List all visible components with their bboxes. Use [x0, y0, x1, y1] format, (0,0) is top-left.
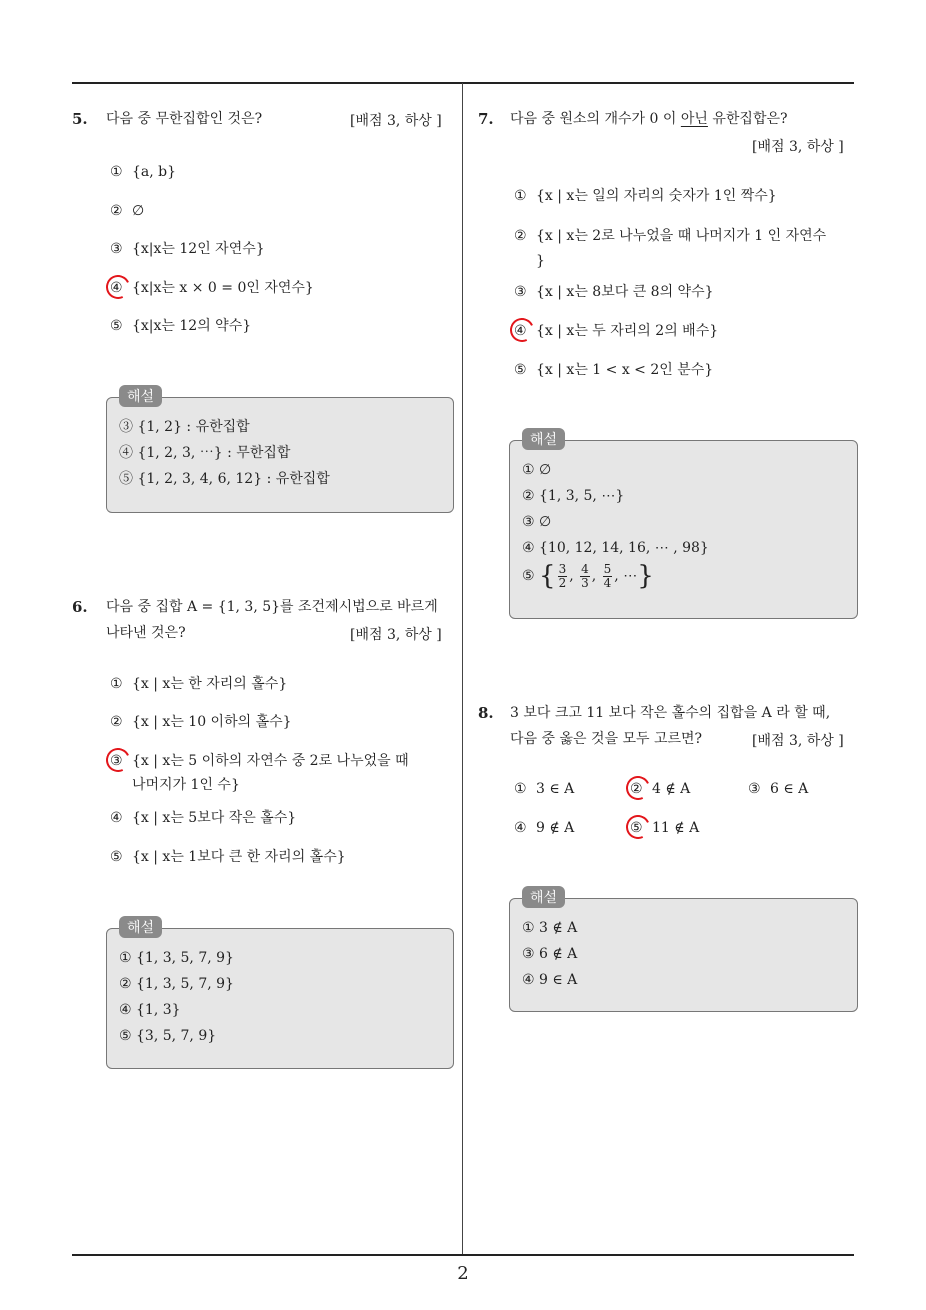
option-mark: ④ [514, 323, 527, 339]
option-mark: ③ [748, 781, 761, 797]
question-text-line-1: 3 보다 크고 11 보다 작은 홀수의 집합을 A 라 할 때, [510, 705, 831, 721]
option-3[interactable] [110, 749, 409, 773]
explanation-line: ② {1, 3, 5, 7, 9} [119, 976, 234, 992]
numerator: 3 [558, 561, 567, 576]
explanation-box [106, 389, 454, 513]
explanation-label: 해설 [522, 886, 565, 908]
explanation-line: ④ {1, 2, 3, ⋯} : 무한집합 [119, 445, 291, 461]
option-mark: ② [110, 203, 123, 219]
option-2[interactable] [630, 777, 690, 801]
denominator: 4 [603, 575, 612, 590]
question-text [510, 106, 788, 132]
option-3[interactable] [110, 237, 265, 261]
option-text: {x|x는 12인 자연수} [132, 241, 265, 257]
option-3[interactable] [514, 280, 714, 304]
option-text: {x | x는 1보다 큰 한 자리의 홀수} [132, 849, 346, 865]
explanation-label: 해설 [522, 428, 565, 450]
option-text: 4 ∉ A [652, 781, 691, 797]
explanation-box [509, 890, 858, 1012]
explanation-line: ③ ∅ [522, 514, 552, 530]
option-2[interactable] [110, 199, 144, 223]
option-text: {a, b} [132, 164, 177, 180]
points-label: [배점 3, 하상 ] [752, 139, 844, 155]
option-text: 11 ∉ A [652, 820, 700, 836]
option-text: 6 ∈ A [770, 781, 809, 797]
option-mark: ④ [514, 820, 527, 836]
explanation-label: 해설 [119, 385, 162, 407]
option-mark: ⑤ [110, 849, 123, 865]
explanation-label: 해설 [119, 916, 162, 938]
option-mark: ③ [110, 753, 123, 769]
option-3-continued [132, 773, 240, 797]
explanation-line: ⑤ {3, 5, 7, 9} [119, 1028, 217, 1044]
question-text-underlined: 아닌 [680, 111, 708, 127]
fraction [603, 563, 613, 590]
explanation-box [106, 920, 454, 1069]
explanation-lines [522, 457, 709, 591]
bottom-rule [72, 1254, 854, 1256]
denominator: 2 [558, 575, 567, 590]
option-mark: ① [110, 164, 123, 180]
option-mark: ③ [110, 241, 123, 257]
question-text-part: 다음 중 원소의 개수가 0 이 [510, 111, 681, 127]
option-mark: ③ [514, 284, 527, 300]
option-1[interactable] [514, 184, 777, 208]
explanation-lines [522, 915, 577, 993]
explanation-lines [119, 945, 234, 1049]
explanation-line: ① ∅ [522, 462, 552, 478]
explanation-line: ① {1, 3, 5, 7, 9} [119, 950, 234, 966]
explanation-box [509, 432, 858, 619]
explanation-line: ③ {1, 2} : 유한집합 [119, 419, 250, 435]
explanation-line: ④ 9 ∈ A [522, 972, 578, 988]
option-text: {x | x는 두 자리의 2의 배수} [536, 323, 719, 339]
option-3[interactable] [748, 777, 808, 801]
option-text: {x | x는 5보다 작은 홀수} [132, 810, 297, 826]
explanation-line: ④ {1, 3} [119, 1002, 181, 1018]
option-5[interactable] [630, 816, 699, 840]
question-text-line-2: 다음 중 옳은 것을 모두 고르면? [510, 731, 703, 747]
option-text: {x | x는 한 자리의 홀수} [132, 676, 288, 692]
points-label: [배점 3, 하상 ] [350, 627, 442, 643]
explanation-line: ④ {10, 12, 14, 16, ⋯ , 98} [522, 540, 709, 556]
option-text: {x|x는 12의 약수} [132, 318, 252, 334]
question-text-line-2: 나타낸 것은? [106, 625, 186, 641]
column-divider [462, 83, 463, 1255]
option-mark: ② [110, 714, 123, 730]
option-mark: ⑤ [514, 362, 527, 378]
explanation-line: ① 3 ∉ A [522, 920, 578, 936]
option-text: 3 ∈ A [536, 781, 575, 797]
option-mark: ① [514, 188, 527, 204]
option-4[interactable] [110, 806, 296, 830]
question-text-line-1: 다음 중 집합 A = {1, 3, 5}를 조건제시법으로 바르게 [106, 599, 438, 615]
explanation-mark: ⑤ [522, 568, 535, 584]
option-text: {x | x는 1 < x < 2인 분수} [536, 362, 714, 378]
option-2[interactable] [514, 224, 826, 248]
option-5[interactable] [514, 358, 713, 382]
question-number: 8. [478, 704, 494, 722]
left-brace-icon: { [539, 561, 556, 591]
option-text: {x | x는 8보다 큰 8의 약수} [536, 284, 714, 300]
points-label: [배점 3, 하상 ] [350, 113, 442, 129]
question-text: 다음 중 무한집합인 것은? [106, 111, 263, 127]
option-4[interactable] [110, 276, 314, 300]
option-text: {x | x는 10 이하의 홀수} [132, 714, 292, 730]
option-1[interactable] [110, 672, 287, 696]
question-text-part: 유한집합은? [707, 111, 788, 127]
option-text-line-1: {x | x는 5 이하의 자연수 중 2로 나누었을 때 [132, 753, 409, 769]
option-1[interactable] [110, 160, 176, 184]
option-4[interactable] [514, 319, 718, 343]
page-number: 2 [457, 1263, 469, 1284]
option-1[interactable] [514, 777, 574, 801]
explanation-line: ② {1, 3, 5, ⋯} [522, 488, 625, 504]
question-number: 6. [72, 598, 88, 616]
option-mark: ② [514, 228, 527, 244]
denominator: 3 [581, 575, 589, 590]
explanation-lines [119, 414, 330, 492]
option-mark: ⑤ [630, 820, 643, 836]
fraction [558, 563, 568, 590]
option-mark: ④ [110, 810, 123, 826]
explanation-line-fractions: ⑤ { $\frac{3}{2}$ , $\frac{4}{3}$ , $\frac{5}{4}$ , ⋯} [522, 561, 654, 591]
fraction [580, 563, 590, 590]
explanation-line: ⑤ {1, 2, 3, 4, 6, 12} : 유한집합 [119, 471, 330, 487]
option-mark: ④ [110, 280, 123, 296]
explanation-line: ③ 6 ∉ A [522, 946, 578, 962]
points-label: [배점 3, 하상 ] [752, 733, 844, 749]
question-number: 7. [478, 110, 494, 128]
option-mark: ② [630, 781, 643, 797]
question-number: 5. [72, 110, 88, 128]
option-text-line-2: } [536, 253, 545, 269]
ellipsis: ⋯ [623, 568, 638, 584]
option-4[interactable] [514, 816, 574, 840]
option-text: 9 ∉ A [536, 820, 575, 836]
top-rule [72, 82, 854, 84]
option-text-line-2: 나머지가 1인 수} [132, 777, 240, 793]
option-mark: ① [514, 781, 527, 797]
option-mark: ⑤ [110, 318, 123, 334]
option-text-line-1: {x | x는 2로 나누었을 때 나머지가 1 인 자연수 [536, 228, 827, 244]
option-2-continued [536, 249, 545, 273]
option-text: ∅ [132, 203, 145, 219]
option-5[interactable] [110, 845, 346, 869]
option-mark: ① [110, 676, 123, 692]
right-brace-icon: } [637, 561, 654, 591]
option-text: {x|x는 x × 0 = 0인 자연수} [132, 280, 314, 296]
option-2[interactable] [110, 710, 292, 734]
option-5[interactable] [110, 314, 251, 338]
numerator: 4 [581, 561, 589, 576]
numerator: 5 [603, 561, 612, 576]
option-text: {x | x는 일의 자리의 숫자가 1인 짝수} [536, 188, 777, 204]
